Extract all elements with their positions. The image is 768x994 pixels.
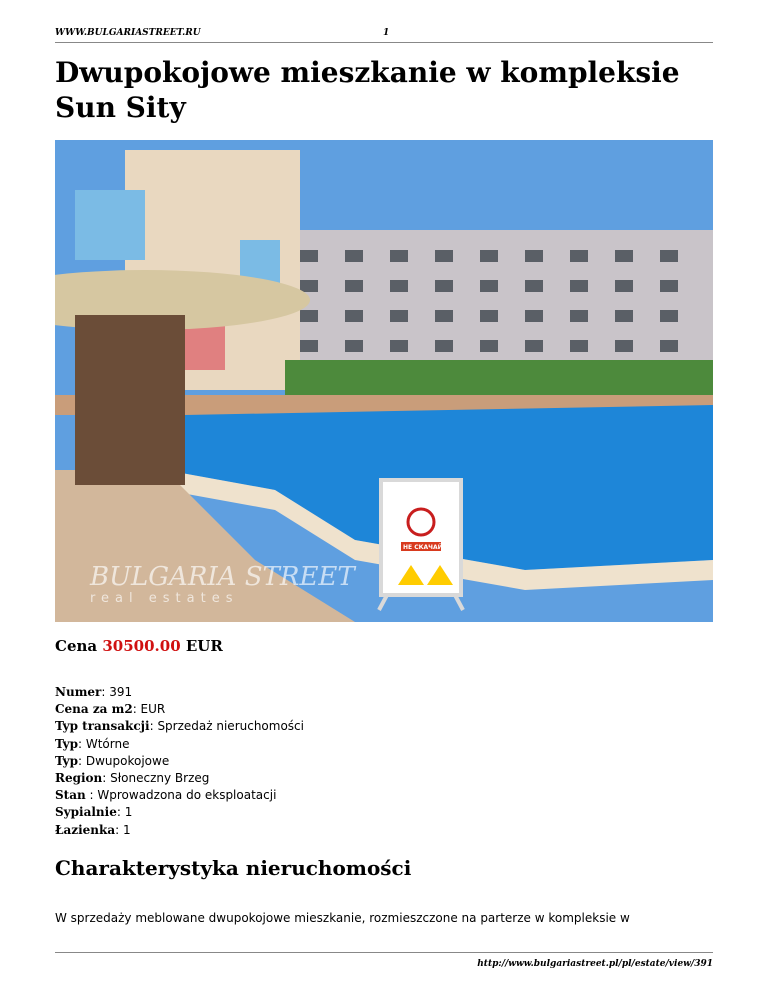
trees: [285, 360, 713, 400]
detail-label: Łazienka: [55, 822, 116, 837]
detail-row: Typ transakcji: Sprzedaż nieruchomości: [55, 719, 304, 734]
detail-row: Stan : Wprowadzona do eksploatacji: [55, 788, 277, 803]
detail-label: Typ transakcji: [55, 719, 150, 734]
detail-value: Wtórne: [85, 736, 130, 751]
detail-row: Typ: Dwupokojowe: [55, 753, 170, 768]
detail-label: Typ: [55, 753, 78, 768]
detail-row: Sypialnie: 1: [55, 805, 133, 820]
detail-row: Region: Słoneczny Brzeg: [55, 771, 210, 786]
detail-value: Słoneczny Brzeg: [110, 771, 210, 786]
detail-label: Sypialnie: [55, 805, 117, 820]
price-line: [55, 637, 223, 655]
sign-label: НЕ СКАЧАЙ: [403, 544, 443, 551]
detail-value: Wprowadzona do eksploatacji: [97, 788, 277, 803]
detail-row: Cena za m2: EUR: [55, 702, 166, 717]
detail-label: Stan: [55, 788, 86, 803]
footer-url: http://www.bulgariastreet.pl/pl/estate/view/391: [477, 959, 713, 969]
header-page-number: 1: [383, 28, 390, 38]
detail-label: Region: [55, 771, 103, 786]
pool-sign: [381, 480, 461, 595]
section-heading: Charakterystyka nieruchomości: [55, 856, 412, 880]
header-site-name: WWW.BULGARIASTREET.RU: [55, 28, 201, 38]
price-label: Cena: [55, 637, 98, 655]
detail-row: Łazienka: 1: [55, 822, 131, 837]
bar-hut: [75, 315, 185, 485]
detail-value: EUR: [140, 702, 166, 717]
detail-value: 1: [124, 805, 133, 820]
footer-divider: [55, 952, 713, 953]
detail-label: Typ: [55, 736, 78, 751]
watermark-logo: BULGARIA STREET: [90, 562, 355, 592]
description-text: W sprzedaży meblowane dwupokojowe mieszkanie, rozmieszczone na parterze w kompleksie w: [55, 911, 630, 925]
price-value: 30500.00: [102, 637, 181, 655]
page-title: Dwupokojowe mieszkanie w kompleksie Sun Sity: [55, 56, 680, 124]
detail-value: Dwupokojowe: [85, 753, 170, 768]
page-header: [55, 28, 713, 43]
watermark-subtitle: real estates: [90, 591, 239, 606]
detail-value: 391: [109, 685, 133, 699]
price-currency: EUR: [185, 637, 223, 655]
detail-label: Cena za m2: [55, 702, 133, 717]
detail-label: Numer: [55, 685, 102, 699]
detail-value: Sprzedaż nieruchomości: [157, 719, 304, 734]
detail-row: Typ: Wtórne: [55, 736, 130, 751]
property-photo: [55, 140, 713, 622]
detail-value: 1: [122, 822, 131, 837]
property-details: [55, 684, 304, 839]
detail-row: Numer: 391: [55, 685, 133, 699]
